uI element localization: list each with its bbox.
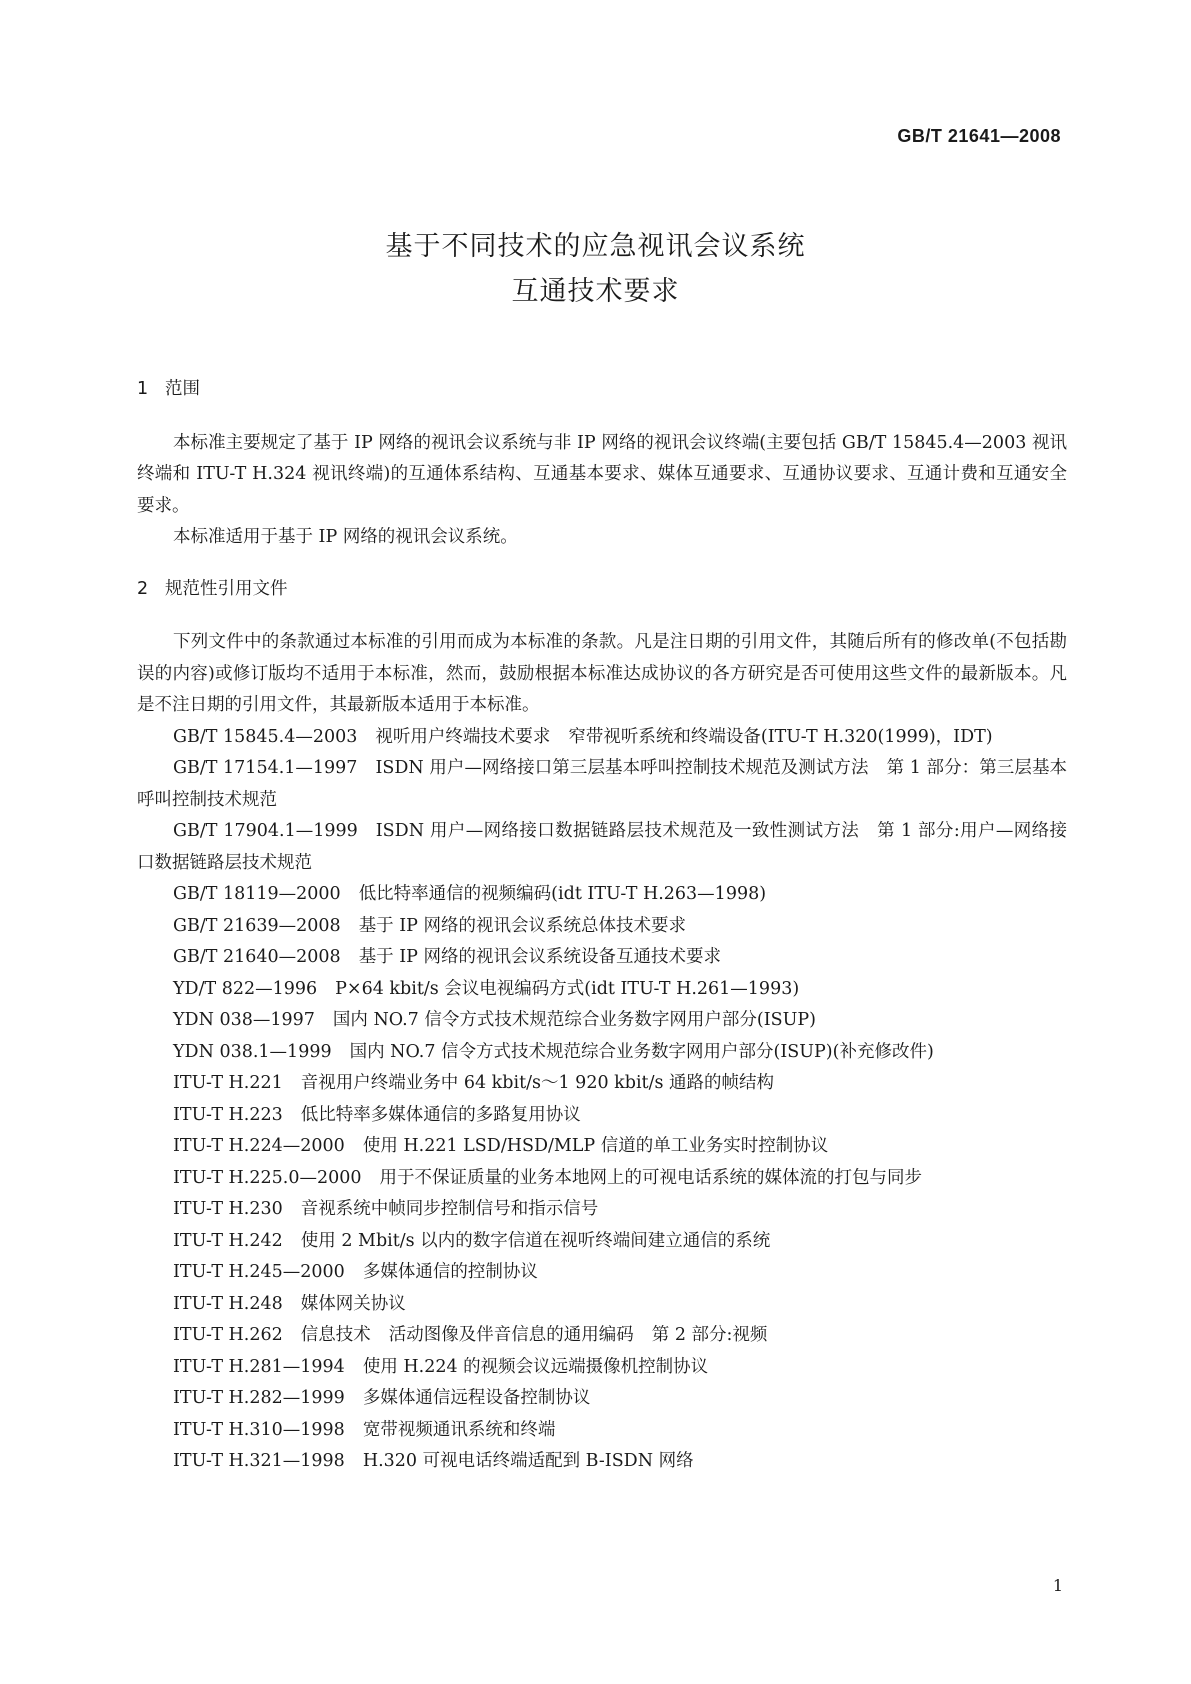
reference-title: 视听用户终端技术要求 [375,726,551,747]
reference-code: GB/T 15845.4—2003 [173,726,358,747]
reference-title: ISDN 用户—网络接口数据链路层技术规范及一致性测试方法 [375,821,860,841]
reference-item [137,1131,1067,1163]
reference-title: H.320 可视电话终端适配到 B-ISDN 网络 [362,1451,694,1471]
reference-title: 信息技术 [300,1325,371,1345]
reference-code: ITU-T H.225.0—2000 [173,1167,362,1188]
reference-code: YDN 038.1—1999 [173,1041,332,1062]
reference-title: 低比特率通信的视频编码(idt ITU-T H.263—1998) [358,884,767,904]
reference-code: ITU-T H.281—1994 [173,1356,345,1377]
reference-code: YD/T 822—1996 [173,978,318,999]
title-line-2: 互通技术要求 [511,276,680,307]
reference-subtitle: 第 1 部分:用户—网络接口数据链路层技术规范 [137,821,1068,873]
page-number: 1 [1052,1576,1063,1595]
reference-title: 国内 NO.7 信令方式技术规范综合业务数字网用户部分(ISUP)(补充修改件) [349,1041,934,1062]
section-2-heading [137,574,1067,606]
reference-title: 使用 H.221 LSD/HSD/MLP 信道的单工业务实时控制协议 [362,1136,829,1156]
reference-title: 宽带视频通讯系统和终端 [362,1419,556,1440]
reference-code: GB/T 17904.1—1999 [173,821,358,841]
reference-item [137,942,1067,974]
reference-code: ITU-T H.262 [173,1325,283,1345]
reference-code: GB/T 18119—2000 [173,884,341,904]
reference-code: ITU-T H.245—2000 [173,1262,345,1282]
reference-title: P×64 kbit/s 会议电视编码方式(idt ITU-T H.261—1993) [335,978,800,999]
reference-code: ITU-T H.224—2000 [173,1136,345,1156]
section-2-number: 2 [137,578,149,599]
reference-item [137,1005,1067,1037]
section-1-number: 1 [137,379,149,399]
reference-subtitle: 窄带视听系统和终端设备(ITU-T H.320(1999)，IDT) [568,726,993,747]
reference-item [137,753,1067,816]
reference-title: 音视用户终端业务中 64 kbit/s～1 920 kbit/s 通路的帧结构 [300,1073,775,1093]
reference-title: 基于 IP 网络的视讯会议系统总体技术要求 [358,915,686,936]
reference-code: ITU-T H.242 [173,1230,283,1251]
section-1-heading [137,374,1067,406]
reference-item [137,1163,1067,1195]
reference-code: ITU-T H.321—1998 [173,1451,345,1471]
reference-item [137,1352,1067,1384]
reference-code: YDN 038—1997 [173,1010,315,1030]
reference-code: GB/T 21640—2008 [173,947,341,967]
reference-title: 使用 2 Mbit/s 以内的数字信道在视听终端间建立通信的系统 [300,1230,771,1251]
reference-item [137,1446,1067,1478]
section-1-title: 范围 [165,379,200,399]
reference-code: ITU-T H.230 [173,1199,283,1219]
document-title [0,224,1191,314]
reference-title: 国内 NO.7 信令方式技术规范综合业务数字网用户部分(ISUP) [332,1010,816,1030]
reference-item [137,1289,1067,1321]
reference-code: ITU-T H.310—1998 [173,1419,345,1440]
reference-title: 低比特率多媒体通信的多路复用协议 [300,1104,581,1125]
scope-paragraph-2: 本标准适用于基于 IP 网络的视讯会议系统。 [173,527,518,547]
reference-title: 多媒体通信的控制协议 [362,1262,538,1282]
reference-code: GB/T 17154.1—1997 [173,758,358,778]
reference-code: ITU-T H.282—1999 [173,1388,345,1408]
standard-number: GB/T 21641—2008 [897,126,1061,146]
reference-item [137,1383,1067,1415]
reference-item [137,1257,1067,1289]
reference-item [137,1415,1067,1447]
reference-title: 音视系统中帧同步控制信号和指示信号 [300,1199,599,1219]
reference-item [137,1100,1067,1132]
reference-item [137,879,1067,911]
document-body [137,374,1067,1478]
reference-item [137,1068,1067,1100]
reference-subtitle: 第 1 部分：第三层基本呼叫控制技术规范 [137,758,1068,810]
scope-paragraph-1: 本标准主要规定了基于 IP 网络的视讯会议系统与非 IP 网络的视讯会议终端(主要包括 GB/T 15845.4—2003 视讯终端和 ITU-T H.324 视讯终端)的互通体系结构、互通基本要求、媒体互通要求、互通协议要求、互通计费和互通安全要求。 [137,432,1067,516]
reference-item [137,1037,1067,1069]
reference-item [137,1320,1067,1352]
reference-code: ITU-T H.248 [173,1293,283,1314]
reference-title: 基于 IP 网络的视讯会议系统设备互通技术要求 [358,947,721,967]
reference-title: 使用 H.224 的视频会议远端摄像机控制协议 [362,1356,709,1377]
reference-item [137,974,1067,1006]
reference-code: ITU-T H.223 [173,1104,283,1125]
reference-part: 第 2 部分:视频 [651,1325,768,1345]
reference-code: ITU-T H.221 [173,1073,283,1093]
reference-item [137,722,1067,754]
reference-subtitle: 活动图像及伴音信息的通用编码 [388,1325,634,1345]
reference-title: ISDN 用户—网络接口第三层基本呼叫控制技术规范及测试方法 [375,758,869,778]
reference-title: 用于不保证质量的业务本地网上的可视电话系统的媒体流的打包与同步 [379,1167,923,1188]
references-intro: 下列文件中的条款通过本标准的引用而成为本标准的条款。凡是注日期的引用文件，其随后所有的修改单(不包括勘误的内容)或修订版均不适用于本标准，然而，鼓励根据本标准达成协议的各方研究是否可使用这些文件的最新版本。凡是不注日期的引用文件，其最新版本适用于本标准。 [137,632,1067,715]
reference-item [137,816,1067,879]
reference-item [137,1226,1067,1258]
reference-code: GB/T 21639—2008 [173,915,341,936]
reference-title: 媒体网关协议 [300,1293,406,1314]
reference-item [137,911,1067,943]
title-line-1: 基于不同技术的应急视讯会议系统 [385,231,806,262]
reference-title: 多媒体通信远程设备控制协议 [362,1388,591,1408]
reference-item [137,1194,1067,1226]
section-2-title: 规范性引用文件 [165,578,288,599]
